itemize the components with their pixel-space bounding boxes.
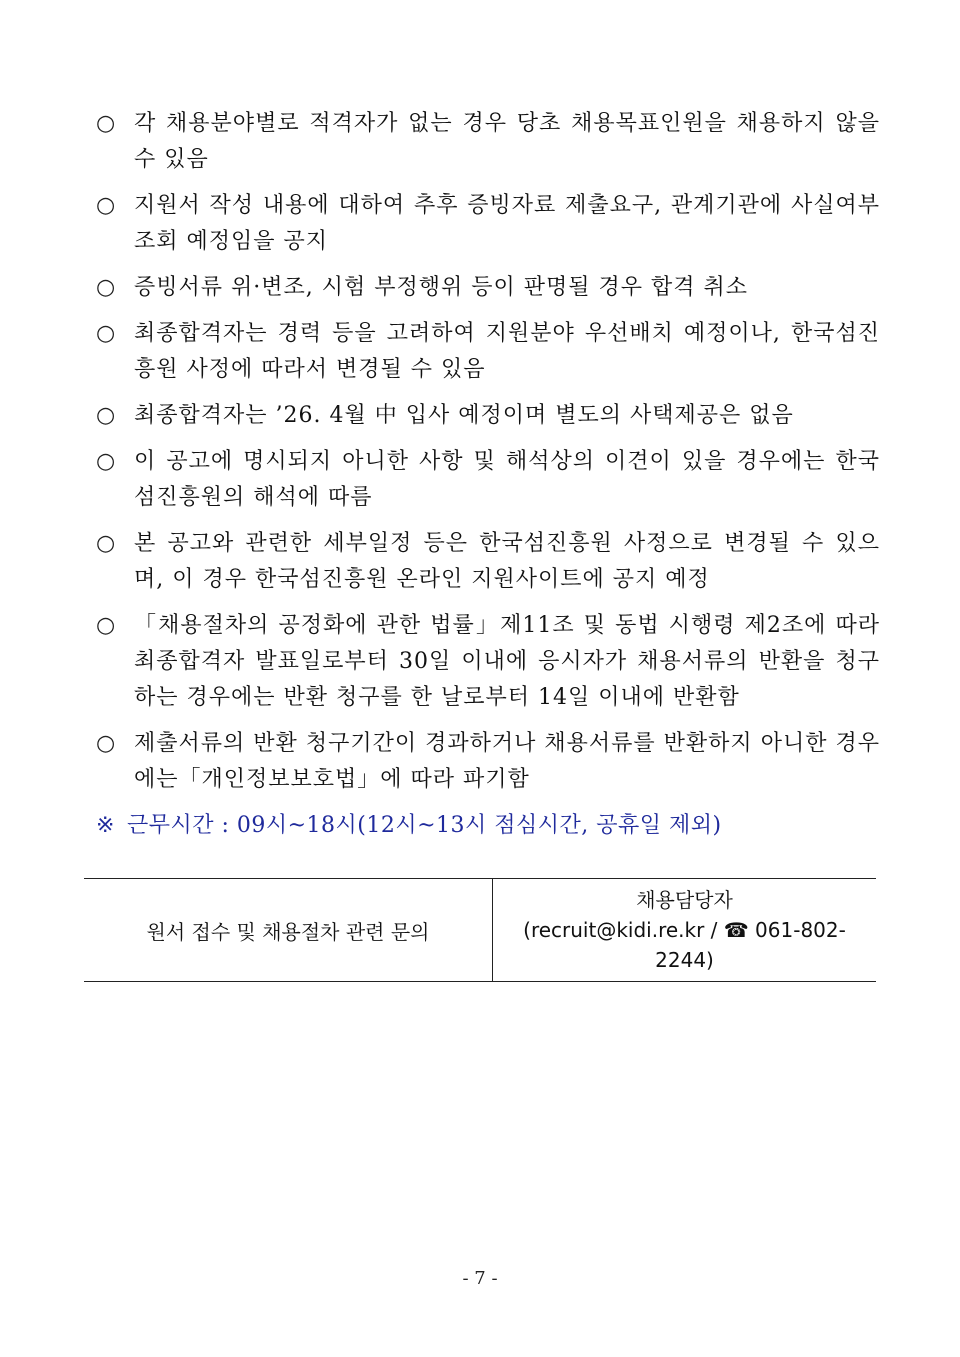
- contact-phone: 061-802-2244): [655, 918, 846, 972]
- bullet-circle: ○: [96, 613, 116, 638]
- list-item: [96, 316, 880, 388]
- list-item-text: 이 공고에 명시되지 아니한 사항 및 해석상의 이견이 있을 경우에는 한국섬진흥원의 해석에 따름: [134, 449, 880, 510]
- list-item: [96, 526, 880, 598]
- contact-email: (recruit@kidi.re.kr /: [523, 918, 724, 942]
- list-item-text: 증빙서류 위·변조, 시험 부정행위 등이 판명될 경우 합격 취소: [134, 275, 748, 300]
- working-hours-text: 근무시간 : 09시~18시(12시~13시 점심시간, 공휴일 제외): [126, 813, 722, 838]
- list-item: [96, 726, 880, 798]
- phone-icon: ☎: [723, 918, 749, 942]
- list-item-text: 최종합격자는 ’26. 4월 中 입사 예정이며 별도의 사택제공은 없음: [134, 403, 794, 428]
- bullet-circle: ○: [96, 449, 116, 474]
- contact-label-cell: [84, 879, 493, 982]
- page-number: - 7 -: [462, 1268, 498, 1289]
- bullet-circle: ○: [96, 531, 116, 556]
- list-item-text: 지원서 작성 내용에 대하여 추후 증빙자료 제출요구, 관계기관에 사실여부 조회 예정임을 공지: [134, 193, 880, 254]
- table-row: [84, 879, 876, 982]
- list-item: [96, 444, 880, 516]
- contact-info-cell: [493, 879, 877, 982]
- list-item: [96, 608, 880, 716]
- list-item-text: 제출서류의 반환 청구기간이 경과하거나 채용서류를 반환하지 아니한 경우에는「개인정보보호법」에 따라 파기함: [134, 731, 880, 792]
- contact-table: [84, 878, 876, 982]
- bullet-circle: ○: [96, 403, 116, 428]
- contact-label: 원서 접수 및 채용절차 관련 문의: [146, 919, 430, 944]
- contact-person: 채용담당자: [636, 888, 733, 912]
- list-item-text: 각 채용분야별로 적격자가 없는 경우 당초 채용목표인원을 채용하지 않을 수 있음: [134, 111, 880, 172]
- list-item-text: 「채용절차의 공정화에 관한 법률」제11조 및 동법 시행령 제2조에 따라 최종합격자 발표일로부터 30일 이내에 응시자가 채용서류의 반환을 청구하는 경우에는 반환 청구를 한 날로부터 14일 이내에 반환함: [134, 613, 880, 710]
- list-item: [96, 270, 880, 306]
- reference-mark: ※: [96, 813, 115, 838]
- notice-list: [96, 106, 880, 844]
- list-item-text: 최종합격자는 경력 등을 고려하여 지원분야 우선배치 예정이나, 한국섬진흥원 사정에 따라서 변경될 수 있음: [134, 321, 880, 382]
- bullet-circle: ○: [96, 111, 116, 136]
- list-item: [96, 188, 880, 260]
- bullet-circle: ○: [96, 275, 116, 300]
- bullet-circle: ○: [96, 321, 116, 346]
- bullet-circle: ○: [96, 193, 116, 218]
- working-hours-note: [96, 808, 880, 844]
- list-item-text: 본 공고와 관련한 세부일정 등은 한국섬진흥원 사정으로 변경될 수 있으며, 이 경우 한국섬진흥원 온라인 지원사이트에 공지 예정: [134, 531, 880, 592]
- contact-details: [501, 915, 868, 975]
- bullet-circle: ○: [96, 731, 116, 756]
- list-item: [96, 398, 880, 434]
- list-item: [96, 106, 880, 178]
